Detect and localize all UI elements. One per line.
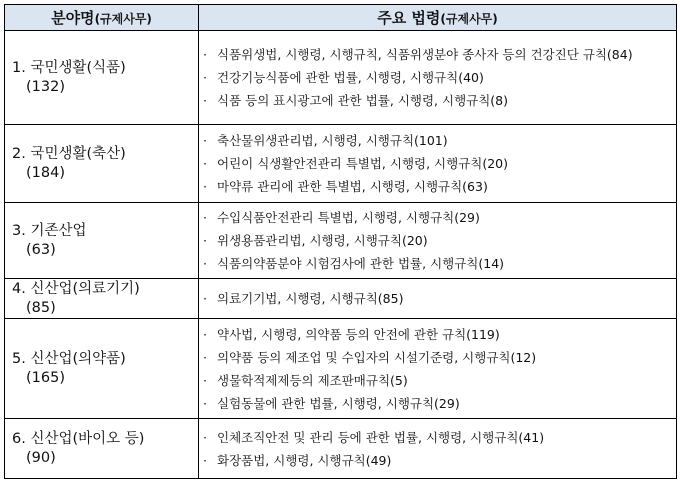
laws-cell xyxy=(199,203,677,279)
table-row xyxy=(5,419,677,479)
bullet-icon: · xyxy=(203,210,207,225)
law-text: 수입식품안전관리 특별법, 시행령, 시행규칙(29) xyxy=(217,210,480,225)
header-category-sub: (규제사무) xyxy=(94,12,152,26)
header-laws-main: 주요 법령 xyxy=(377,9,441,27)
law-text: 의약품 등의 제조업 및 수입자의 시설기준령, 시행규칙(12) xyxy=(217,349,537,365)
law-text: 생물학적제제등의 제조판매규칙(5) xyxy=(217,372,408,388)
category-cell xyxy=(5,203,199,279)
law-text: 의료기기법, 시행령, 시행규칙(85) xyxy=(217,291,404,306)
category-cell xyxy=(5,31,199,125)
law-item xyxy=(203,392,670,415)
table-row xyxy=(5,31,677,125)
law-item xyxy=(203,66,670,89)
law-text: 식품 등의 표시광고에 관한 법률, 시행령, 시행규칙(8) xyxy=(217,93,508,108)
table-row xyxy=(5,203,677,279)
laws-cell xyxy=(199,319,677,419)
law-text: 식품위생법, 시행령, 시행규칙, 식품위생분야 종사자 등의 건강진단 규칙(84) xyxy=(217,47,633,62)
law-item xyxy=(203,426,670,449)
law-text: 마약류 관리에 관한 특별법, 시행령, 시행규칙(63) xyxy=(217,179,488,194)
category-name: 2. 국민생활(축산) xyxy=(12,145,126,162)
bullet-icon: · xyxy=(203,233,207,248)
bullet-icon: · xyxy=(203,256,207,271)
law-text: 건강기능식품에 관한 법률, 시행령, 시행규칙(40) xyxy=(217,70,484,85)
law-item xyxy=(203,175,670,198)
header-category xyxy=(5,5,199,31)
laws-cell xyxy=(199,419,677,479)
bullet-icon: · xyxy=(203,47,207,62)
law-text: 실험동물에 관한 법률, 시행령, 시행규칙(29) xyxy=(217,395,460,411)
category-name: 1. 국민생활(식품) xyxy=(12,59,126,76)
bullet-icon: · xyxy=(203,156,207,171)
law-text: 위생용품관리법, 시행령, 시행규칙(20) xyxy=(217,233,428,248)
bullet-icon: · xyxy=(203,133,207,148)
category-count: (165) xyxy=(26,369,65,386)
bullet-icon: · xyxy=(203,429,207,445)
category-count: (184) xyxy=(26,164,65,181)
category-name: 4. 신산업(의료기기) xyxy=(12,280,140,297)
law-item xyxy=(203,206,670,229)
bullet-icon: · xyxy=(203,372,207,388)
category-count: (85) xyxy=(26,299,56,316)
category-cell xyxy=(5,419,199,479)
category-cell xyxy=(5,279,199,319)
law-text: 약사법, 시행령, 의약품 등의 안전에 관한 규칙(119) xyxy=(217,326,500,342)
category-name: 6. 신산업(바이오 등) xyxy=(12,430,145,447)
header-category-main: 분야명 xyxy=(51,9,95,27)
laws-cell xyxy=(199,125,677,203)
category-count: (132) xyxy=(26,78,65,95)
law-text: 화장품법, 시행령, 시행규칙(49) xyxy=(217,452,392,468)
law-item xyxy=(203,287,670,310)
bullet-icon: · xyxy=(203,93,207,108)
header-row xyxy=(5,5,677,31)
law-item xyxy=(203,346,670,369)
bullet-icon: · xyxy=(203,291,207,306)
law-text: 인체조직안전 및 관리 등에 관한 법률, 시행령, 시행규칙(41) xyxy=(217,429,545,445)
table-row xyxy=(5,279,677,319)
law-text: 축산물위생관리법, 시행령, 시행규칙(101) xyxy=(217,133,448,148)
laws-cell xyxy=(199,31,677,125)
law-item xyxy=(203,252,670,275)
header-laws-sub: (규제사무) xyxy=(440,12,498,26)
header-laws xyxy=(199,5,677,31)
law-item xyxy=(203,89,670,112)
table-row xyxy=(5,125,677,203)
bullet-icon: · xyxy=(203,452,207,468)
law-item xyxy=(203,129,670,152)
law-item xyxy=(203,229,670,252)
category-cell xyxy=(5,319,199,419)
bullet-icon: · xyxy=(203,70,207,85)
laws-cell xyxy=(199,279,677,319)
bullet-icon: · xyxy=(203,349,207,365)
law-item xyxy=(203,152,670,175)
bullet-icon: · xyxy=(203,395,207,411)
law-item xyxy=(203,43,670,66)
category-name: 3. 기존산업 xyxy=(12,222,87,239)
bullet-icon: · xyxy=(203,326,207,342)
law-text: 어린이 식생활안전관리 특별법, 시행령, 시행규칙(20) xyxy=(217,156,509,171)
law-item xyxy=(203,323,670,346)
regulation-table xyxy=(4,4,677,479)
table-row xyxy=(5,319,677,419)
bullet-icon: · xyxy=(203,179,207,194)
category-count: (63) xyxy=(26,241,56,258)
law-item xyxy=(203,449,670,472)
category-name: 5. 신산업(의약품) xyxy=(12,350,126,367)
category-count: (90) xyxy=(26,449,56,466)
law-text: 식품의약품분야 시험검사에 관한 법률, 시행규칙(14) xyxy=(217,256,505,271)
category-cell xyxy=(5,125,199,203)
law-item xyxy=(203,369,670,392)
